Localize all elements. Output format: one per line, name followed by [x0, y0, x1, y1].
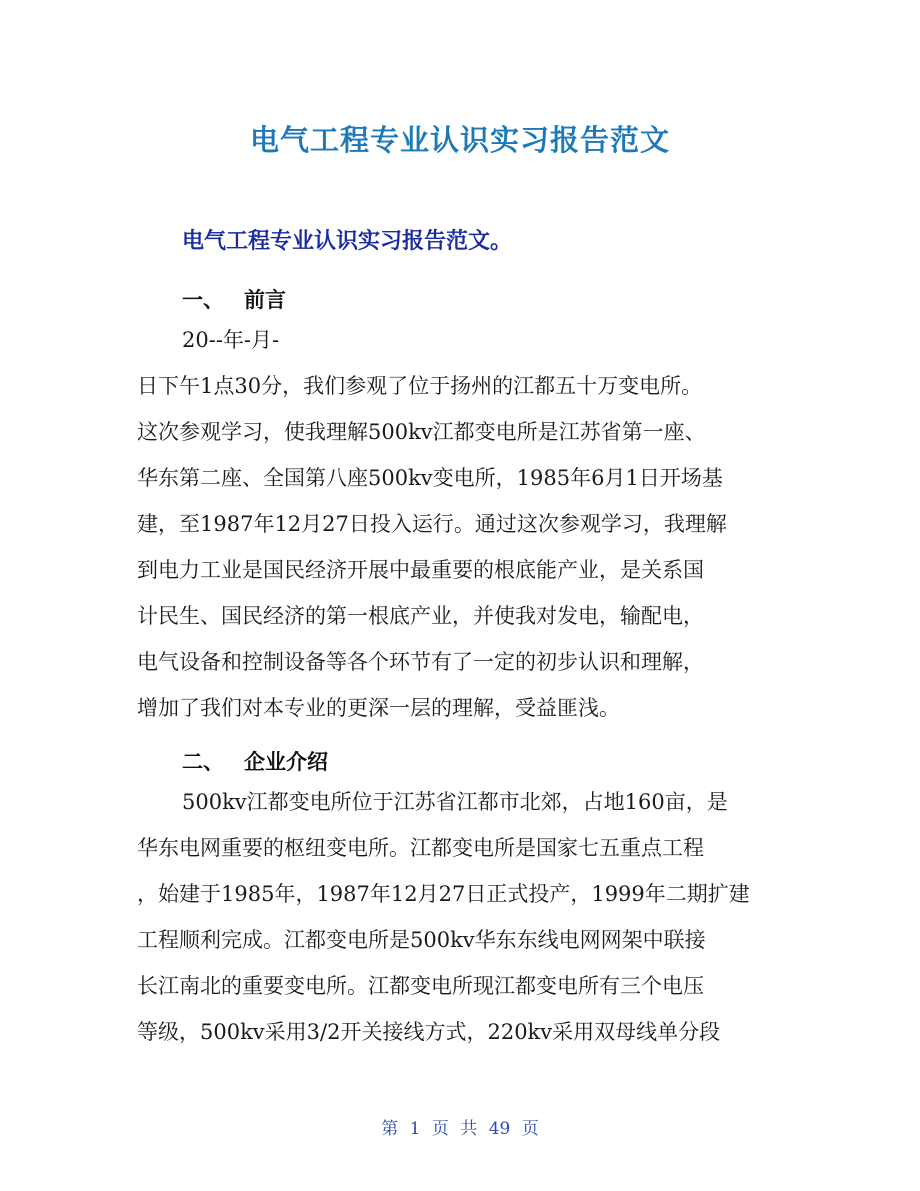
paragraph-line: 工程顺利完成。江都变电所是500kv华东东线电网网架中联接 — [137, 928, 706, 952]
paragraph-line: 到电力工业是国民经济开展中最重要的根底能产业，是关系国 — [137, 558, 704, 582]
section-heading-preface — [182, 284, 286, 314]
document-subtitle: 电气工程专业认识实习报告范文。 — [182, 229, 513, 254]
section-heading-company — [182, 746, 328, 776]
paragraph-line: 华东第二座、全国第八座500kv变电所，1985年6月1日开场基 — [137, 466, 723, 490]
paragraph-line: 建，至1987年12月27日投入运行。通过这次参观学习，我理解 — [137, 512, 727, 536]
paragraph-line: 20--年-月- — [182, 328, 280, 352]
section-title: 企业介绍 — [244, 750, 328, 774]
paragraph-line: 华东电网重要的枢纽变电所。江都变电所是国家七五重点工程 — [137, 836, 704, 860]
paragraph-line: 日下午1点30分，我们参观了位于扬州的江都五十万变电所。 — [137, 374, 703, 398]
section-number: 一、 — [182, 288, 224, 312]
paragraph-line: 计民生、国民经济的第一根底产业，并使我对发电，输配电， — [137, 604, 704, 628]
paragraph-line: 增加了我们对本专业的更深一层的理解，受益匪浅。 — [137, 696, 620, 720]
document-title: 电气工程专业认识实习报告范文 — [249, 123, 670, 157]
paragraph-line: 500kv江都变电所位于江苏省江都市北郊，占地160亩，是 — [182, 790, 728, 814]
paragraph-line: 这次参观学习，使我理解500kv江都变电所是江苏省第一座、 — [137, 420, 706, 444]
paragraph-line: 电气设备和控制设备等各个环节有了一定的初步认识和理解， — [137, 650, 704, 674]
section-title: 前言 — [244, 288, 286, 312]
paragraph-line: ，始建于1985年，1987年12月27日正式投产，1999年二期扩建 — [137, 882, 750, 906]
page-footer: 第 1 页 共 49 页 — [381, 1119, 539, 1139]
section-number: 二、 — [182, 750, 224, 774]
paragraph-line: 等级，500kv采用3/2开关接线方式，220kv采用双母线单分段 — [137, 1020, 721, 1044]
paragraph-line: 长江南北的重要变电所。江都变电所现江都变电所有三个电压 — [137, 974, 704, 998]
